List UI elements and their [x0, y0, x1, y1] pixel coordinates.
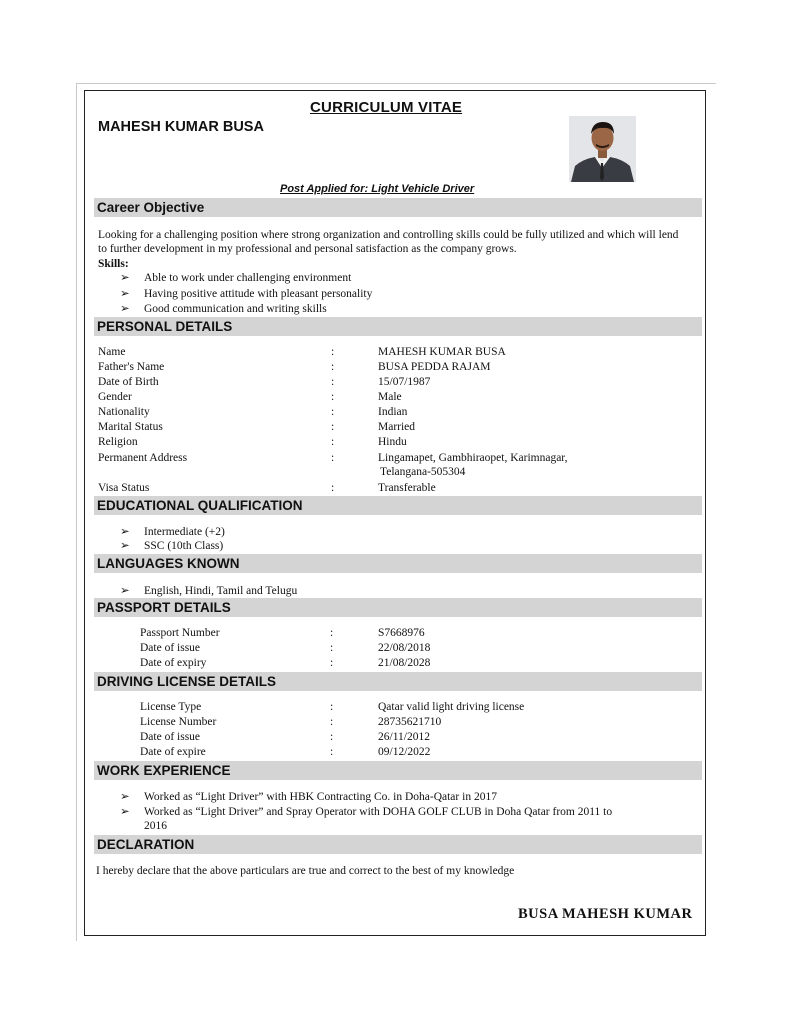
section-header-education: EDUCATIONAL QUALIFICATION	[94, 496, 702, 515]
bullet-arrow-icon: ➢	[120, 303, 130, 315]
candidate-name: MAHESH KUMAR BUSA	[98, 119, 264, 135]
bullet-arrow-icon: ➢	[120, 526, 130, 538]
career-objective-text: Looking for a challenging position where strong organization and controlling skills could be fully utilized and which will lend to further development in my professional and personal satisfaction as the company grows.	[98, 229, 679, 255]
list-item: ➢ English, Hindi, Tamil and Telugu	[120, 585, 298, 597]
bullet-arrow-icon: ➢	[120, 540, 130, 552]
list-item: ➢ Intermediate (+2)	[120, 526, 225, 538]
bullet-arrow-icon: ➢	[120, 288, 130, 300]
signature-name: BUSA MAHESH KUMAR	[518, 906, 693, 922]
list-item: ➢ SSC (10th Class)	[120, 540, 224, 552]
list-item: ➢ Worked as “Light Driver” with HBK Contracting Co. in Doha-Qatar in 2017	[120, 791, 497, 803]
post-applied: Post Applied for: Light Vehicle Driver	[280, 183, 475, 195]
list-item: ➢ Good communication and writing skills	[120, 303, 327, 315]
document-title: CURRICULUM VITAE	[310, 99, 463, 116]
section-header-personal: PERSONAL DETAILS	[94, 317, 702, 336]
person-portrait-icon	[569, 116, 636, 182]
section-header-work: WORK EXPERIENCE	[94, 761, 702, 780]
section-header-declaration: DECLARATION	[94, 835, 702, 854]
bullet-arrow-icon: ➢	[120, 806, 130, 818]
section-header-career: Career Objective	[94, 198, 702, 217]
section-header-passport: PASSPORT DETAILS	[94, 598, 702, 617]
list-item: ➢ Having positive attitude with pleasant personality	[120, 288, 373, 300]
list-item: ➢ Able to work under challenging environment	[120, 272, 352, 284]
bullet-arrow-icon: ➢	[120, 791, 130, 803]
list-item: ➢ Worked as “Light Driver” and Spray Operator with DOHA GOLF CLUB in Doha Qatar from 2011 to	[120, 806, 613, 818]
section-header-languages: LANGUAGES KNOWN	[94, 554, 702, 573]
work-item-continuation: 2016	[144, 820, 167, 832]
section-header-license: DRIVING LICENSE DETAILS	[94, 672, 702, 691]
declaration-text: I hereby declare that the above particulars are true and correct to the best of my knowledge	[96, 865, 515, 877]
skills-label: Skills:	[98, 258, 129, 270]
bullet-arrow-icon: ➢	[120, 272, 130, 284]
bullet-arrow-icon: ➢	[120, 585, 130, 597]
profile-photo	[569, 116, 636, 182]
